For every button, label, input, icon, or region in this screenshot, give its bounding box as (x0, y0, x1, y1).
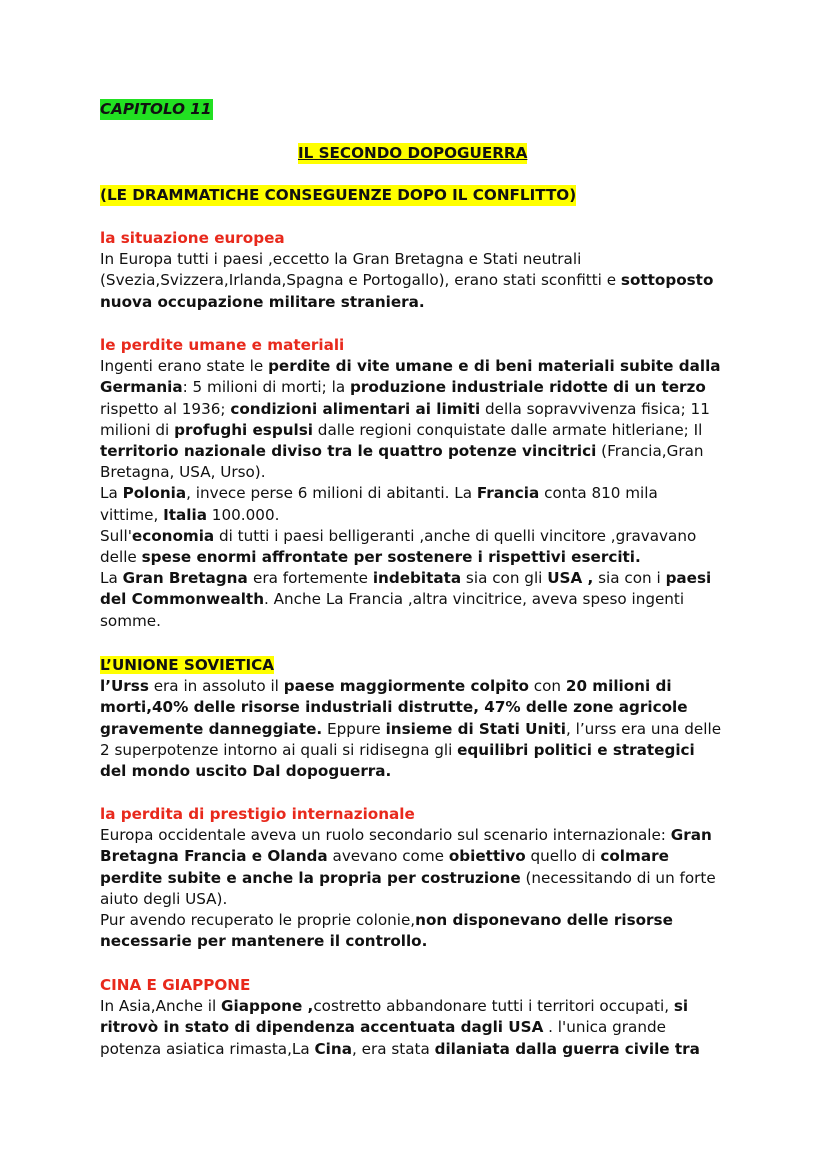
paragraph-line: Bretagna, USA, Urso). (100, 463, 266, 482)
paragraph-line: La Gran Bretagna era fortemente indebitata sia con gli USA , sia con i paesi (100, 569, 712, 588)
paragraph-line: potenza asiatica rimasta,La Cina, era stata dilaniata dalla guerra civile tra (100, 1039, 700, 1058)
paragraph-line: La Polonia, invece perse 6 milioni di abitanti. La Francia conta 810 mila (100, 484, 658, 503)
section-heading: CINA E GIAPPONE (100, 976, 251, 994)
section-unione-sovietica (100, 655, 750, 782)
section-heading: le perdite umane e materiali (100, 336, 345, 354)
paragraph-line: Ingenti erano state le perdite di vite umane e di beni materiali subite dalla (100, 357, 721, 376)
paragraph-line: l’Urss era in assoluto il paese maggiormente colpito con 20 milioni di (100, 677, 672, 696)
page-title: IL SECONDO DOPOGUERRA (298, 143, 527, 164)
paragraph-line: delle spese enormi affrontate per sostenere i rispettivi eserciti. (100, 548, 641, 567)
paragraph-line: 2 superpotenze intorno ai quali si ridisegna gli equilibri politici e strategici (100, 740, 695, 759)
paragraph-line: del mondo uscito Dal dopoguerra. (100, 762, 392, 781)
paragraph-line: Sull'economia di tutti i paesi belligeranti ,anche di quelli vincitore ,gravavano (100, 526, 697, 545)
paragraph-line: nuova occupazione militare straniera. (100, 292, 425, 311)
paragraph-line: milioni di profughi espulsi dalle regioni conquistate dalle armate hitleriane; Il (100, 420, 703, 439)
paragraph-line: In Asia,Anche il Giappone ,costretto abbandonare tutti i territori occupati, si (100, 997, 689, 1016)
paragraph-line: rispetto al 1936; condizioni alimentari ai limiti della sopravvivenza fisica; 11 (100, 399, 710, 418)
paragraph-line: territorio nazionale diviso tra le quattro potenze vincitrici (Francia,Gran (100, 442, 704, 461)
paragraph-line: Bretagna Francia e Olanda avevano come obiettivo quello di colmare (100, 847, 669, 866)
page-subtitle: (LE DRAMMATICHE CONSEGUENZE DOPO IL CONFLITTO) (100, 185, 576, 206)
paragraph-line: morti,40% delle risorse industriali distrutte, 47% delle zone agricole (100, 698, 688, 717)
section-heading: L’UNIONE SOVIETICA (100, 656, 275, 674)
chapter-label: CAPITOLO 11 (100, 99, 213, 120)
paragraph-line: Pur avendo recuperato le proprie colonie,non disponevano delle risorse (100, 911, 673, 930)
section-heading: la situazione europea (100, 229, 285, 247)
paragraph-line: del Commonwealth. Anche La Francia ,altra vincitrice, aveva speso ingenti (100, 590, 685, 609)
paragraph-line: vittime, Italia 100.000. (100, 505, 280, 524)
paragraph-line: somme. (100, 611, 161, 630)
paragraph-line: necessarie per mantenere il controllo. (100, 932, 428, 951)
paragraph-line: Europa occidentale aveva un ruolo secondario sul scenario internazionale: Gran (100, 826, 712, 845)
paragraph-line: aiuto degli USA). (100, 889, 228, 908)
paragraph-line: perdite subite e anche la propria per costruzione (necessitando di un forte (100, 868, 716, 887)
section-cina-giappone (100, 975, 750, 1060)
section-perdite (100, 335, 750, 632)
paragraph-line: ritrovò in stato di dipendenza accentuata dagli USA . l'unica grande (100, 1018, 666, 1037)
paragraph-line: (Svezia,Svizzera,Irlanda,Spagna e Portogallo), erano stati sconfitti e sottoposto (100, 271, 714, 290)
section-prestigio (100, 804, 750, 952)
section-situazione-europea (100, 228, 750, 313)
paragraph-line: Germania: 5 milioni di morti; la produzione industriale ridotte di un terzo (100, 378, 706, 397)
paragraph-line: gravemente danneggiate. Eppure insieme di Stati Uniti, l’urss era una delle (100, 719, 722, 738)
section-heading: la perdita di prestigio internazionale (100, 805, 415, 823)
paragraph-line: In Europa tutti i paesi ,eccetto la Gran Bretagna e Stati neutrali (100, 250, 582, 269)
